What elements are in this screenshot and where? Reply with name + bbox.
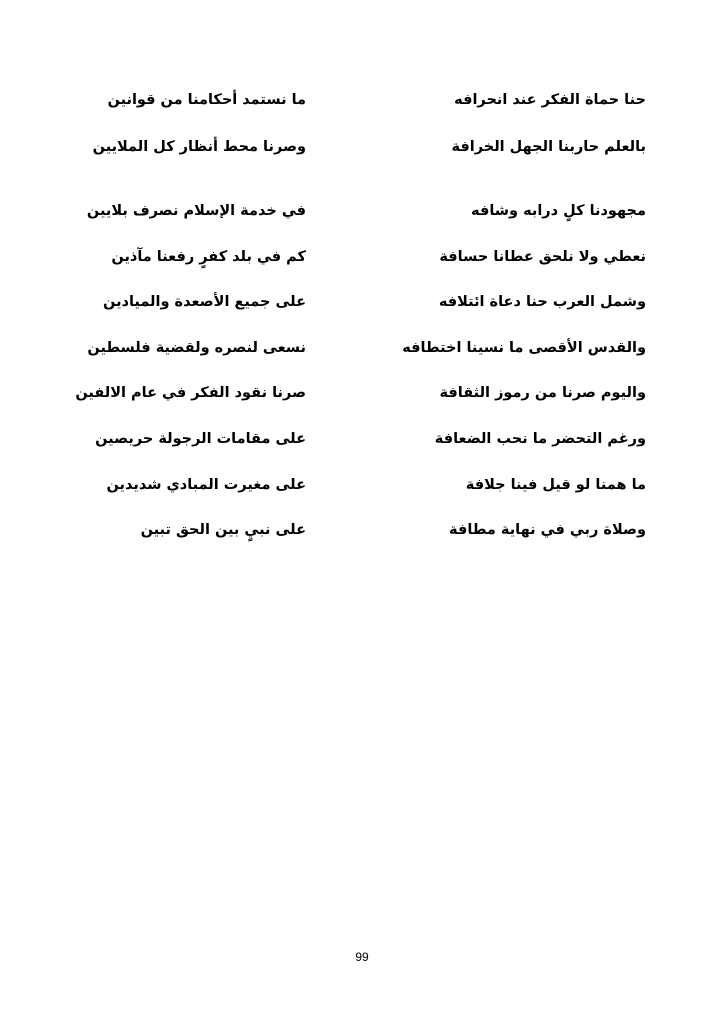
- verse-5-second-hemistich: على جميع الأصعدة والميادين: [103, 294, 306, 310]
- verse-1-second-hemistich: ما نستمد أحكامنا من قوانين: [107, 92, 306, 108]
- page-number: 99: [355, 950, 369, 964]
- verse-7-first-hemistich: واليوم صرنا من رموز الثقافة: [439, 385, 646, 401]
- verse-1: [78, 85, 646, 115]
- verse-7-second-hemistich: صرنا نقود الفكر في عام الالفين: [75, 385, 306, 401]
- verse-3: [78, 196, 646, 226]
- verse-2-second-hemistich: وصرنا محط أنظار كل الملايين: [92, 139, 306, 155]
- verse-4: [78, 242, 646, 272]
- verse-5-first-hemistich: وشمل العرب حنا دعاة ائتلافه: [438, 294, 646, 310]
- verse-10-first-hemistich: وصلاة ربي في نهاية مطافة: [449, 522, 646, 538]
- verse-10-second-hemistich: على نبيٍ بين الحق تبين: [140, 522, 306, 538]
- verse-10: [78, 515, 646, 545]
- verse-9: [78, 470, 646, 500]
- verse-2: [78, 132, 646, 162]
- verse-8: [78, 424, 646, 454]
- verse-2-first-hemistich: بالعلم حاربنا الجهل الخرافة: [451, 139, 646, 155]
- verse-6: [78, 333, 646, 363]
- verse-6-first-hemistich: والقدس الأقصى ما نسينا اختطافه: [402, 340, 646, 356]
- verse-1-first-hemistich: حنا حماة الفكر عند انحرافه: [454, 92, 646, 108]
- verse-4-first-hemistich: نعطي ولا نلحق عطانا حسافة: [439, 249, 646, 265]
- verse-7: [75, 378, 646, 408]
- verse-8-first-hemistich: ورغم التحضر ما نحب الضعافة: [434, 431, 646, 447]
- verse-3-first-hemistich: مجهودنا كلٍ درابه وشافه: [471, 203, 646, 219]
- verse-6-second-hemistich: نسعى لنصره ولقضية فلسطين: [87, 340, 306, 356]
- verse-3-second-hemistich: في خدمة الإسلام نصرف بلايين: [86, 203, 306, 219]
- verse-4-second-hemistich: كم في بلد كفرٍ رفعنا مآذين: [111, 249, 306, 265]
- verse-9-first-hemistich: ما همنا لو قيل فينا جلافة: [465, 477, 646, 493]
- verse-8-second-hemistich: على مقامات الرجولة حريصين: [95, 431, 306, 447]
- verse-9-second-hemistich: على مغيرت المبادي شديدين: [106, 477, 306, 493]
- verse-5: [78, 287, 646, 317]
